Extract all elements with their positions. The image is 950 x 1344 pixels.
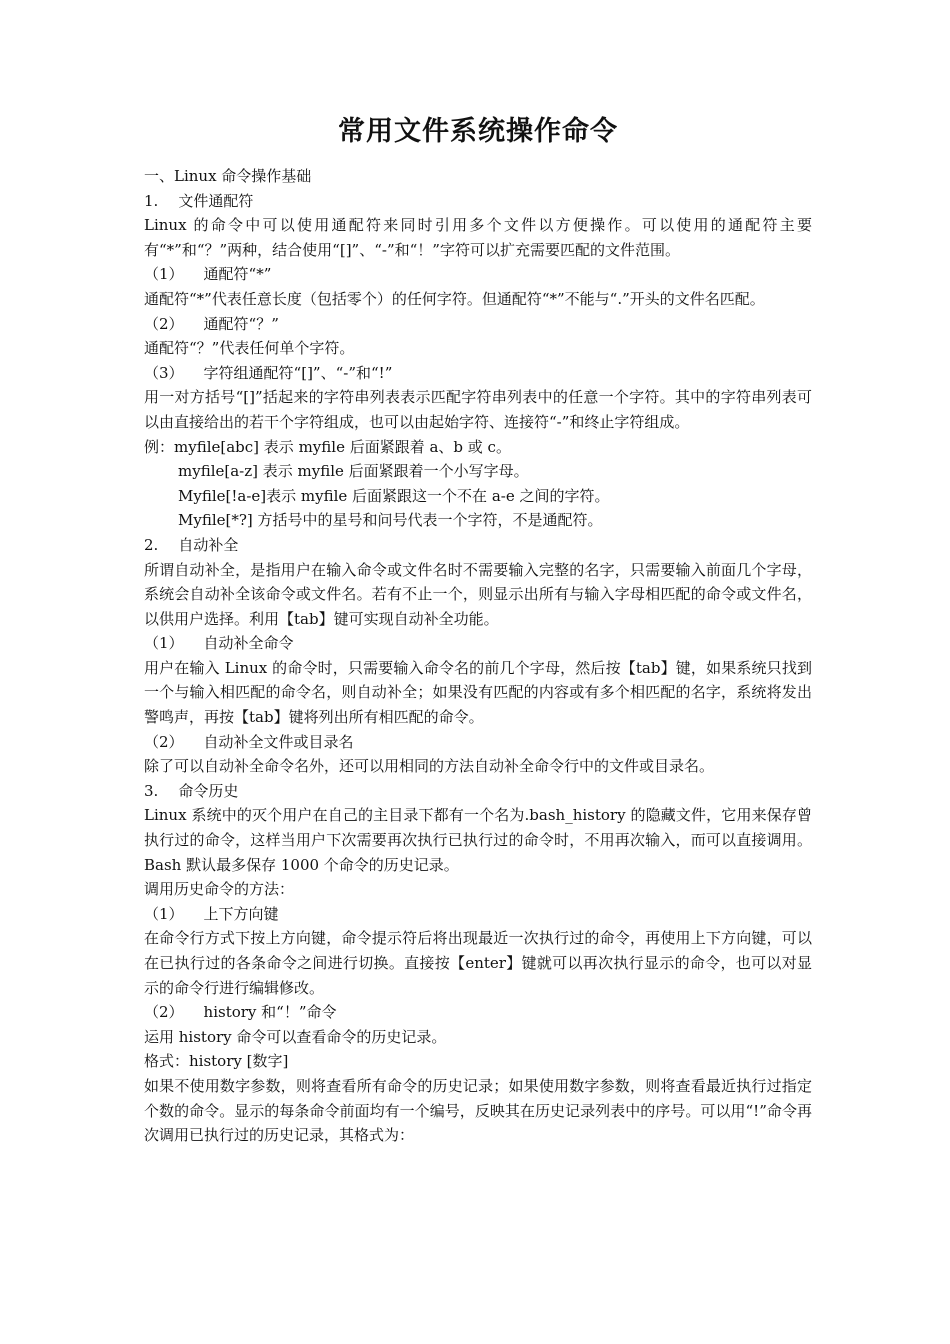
example-line: Myfile[!a-e]表示 myfile 后面紧跟这一个不在 a-e 之间的字符。 xyxy=(178,486,610,505)
example-line: myfile[a-z] 表示 myfile 后面紧跟着一个小写字母。 xyxy=(178,462,529,481)
subsection-heading xyxy=(144,779,812,804)
section-heading: 一、Linux 命令操作基础 xyxy=(144,167,312,185)
item-title: 通配符“？” xyxy=(203,314,279,333)
item-heading xyxy=(144,1000,812,1025)
item-number: （1） xyxy=(144,904,184,923)
paragraph: 所谓自动补全，是指用户在输入命令或文件名时不需要输入完整的名字，只需要输入前面几个字母，系统会自动补全该命令或文件名。若有不止一个，则显示出所有与输入字母相匹配的命令或文件名，以供用户选择。利用【tab】键可实现自动补全功能。 xyxy=(144,560,812,628)
paragraph: 用一对方括号“[]”括起来的字符串列表表示匹配字符串列表中的任意一个字符。其中的字符串列表可以由直接给出的若干个字符组成，也可以由起始字符、连接符“-”和终止字符组成。 xyxy=(144,388,812,431)
item-title: history 和“！”命令 xyxy=(203,1003,337,1022)
paragraph: 通配符“？”代表任何单个字符。 xyxy=(144,339,355,358)
item-number: （3） xyxy=(144,363,184,382)
paragraph: 用户在输入 Linux 的命令时，只需要输入命令名的前几个字母，然后按【tab】键，如果系统只找到一个与输入相匹配的命令名，则自动补全；如果没有匹配的内容或有多个相匹配的名字，系统将发出警鸣声，再按【tab】键将列出所有相匹配的命令。 xyxy=(144,658,812,727)
item-heading xyxy=(144,902,812,927)
item-number: （1） xyxy=(144,265,184,284)
item-number: （1） xyxy=(144,634,184,653)
item-title: 自动补全文件或目录名 xyxy=(203,732,354,751)
item-title: 字符组通配符“[]”、“-”和“!” xyxy=(203,363,393,382)
item-heading xyxy=(144,631,812,656)
item-heading xyxy=(144,361,812,386)
item-heading xyxy=(144,262,812,287)
item-number: （2） xyxy=(144,314,184,333)
format-line: 格式：history [数字] xyxy=(144,1052,289,1071)
paragraph: 通配符“*”代表任意长度（包括零个）的任何字符。但通配符“*”不能与“.”开头的文件名匹配。 xyxy=(144,289,765,308)
item-title: 上下方向键 xyxy=(203,904,279,923)
example-line: 例：myfile[abc] 表示 myfile 后面紧跟着 a、b 或 c。 xyxy=(144,437,511,456)
paragraph: Linux 的命令中可以使用通配符来同时引用多个文件以方便操作。可以使用的通配符主要有“*”和“？”两种，结合使用“[]”、“-”和“！”字符可以扩充需要匹配的文件范围。 xyxy=(144,216,812,259)
item-number: （2） xyxy=(144,732,184,751)
item-heading xyxy=(144,312,812,337)
subsection-heading xyxy=(144,533,812,558)
subsection-number: 1. xyxy=(144,191,159,210)
subsection-number: 2. xyxy=(144,535,159,554)
paragraph: 在命令行方式下按上方向键，命令提示符后将出现最近一次执行过的命令，再使用上下方向键，可以在已执行过的各条命令之间进行切换。直接按【enter】键就可以再次执行显示的命令，也可以对显示的命令行进行编辑修改。 xyxy=(144,929,812,997)
example-line: Myfile[*?] 方括号中的星号和问号代表一个字符，不是通配符。 xyxy=(178,511,603,530)
paragraph: 运用 history 命令可以查看命令的历史记录。 xyxy=(144,1027,447,1046)
item-title: 自动补全命令 xyxy=(203,634,294,653)
paragraph: 如果不使用数字参数，则将查看所有命令的历史记录；如果使用数字参数，则将查看最近执行过指定个数的命令。显示的每条命令前面均有一个编号，反映其在历史记录列表中的序号。可以用“!”命令再次调用已执行过的历史记录，其格式为： xyxy=(144,1076,812,1145)
item-title: 通配符“*” xyxy=(203,265,272,284)
paragraph: 除了可以自动补全命令名外，还可以用相同的方法自动补全命令行中的文件或目录名。 xyxy=(144,757,715,776)
item-number: （2） xyxy=(144,1003,184,1022)
paragraph: 调用历史命令的方法： xyxy=(144,880,295,899)
document-page xyxy=(144,112,812,1148)
item-heading xyxy=(144,730,812,755)
subsection-heading xyxy=(144,189,812,214)
subsection-title: 文件通配符 xyxy=(178,191,254,210)
paragraph: Linux 系统中的灭个用户在自己的主目录下都有一个名为.bash_history 的隐藏文件，它用来保存曾执行过的命令，这样当用户下次需要再次执行已执行过的命令时，不用再次输入，而可以直接调用。Bash 默认最多保存 1000 个命令的历史记录。 xyxy=(144,806,812,874)
subsection-title: 命令历史 xyxy=(178,781,239,800)
subsection-title: 自动补全 xyxy=(178,535,239,554)
page-title: 常用文件系统操作命令 xyxy=(338,116,618,147)
subsection-number: 3. xyxy=(144,781,159,800)
